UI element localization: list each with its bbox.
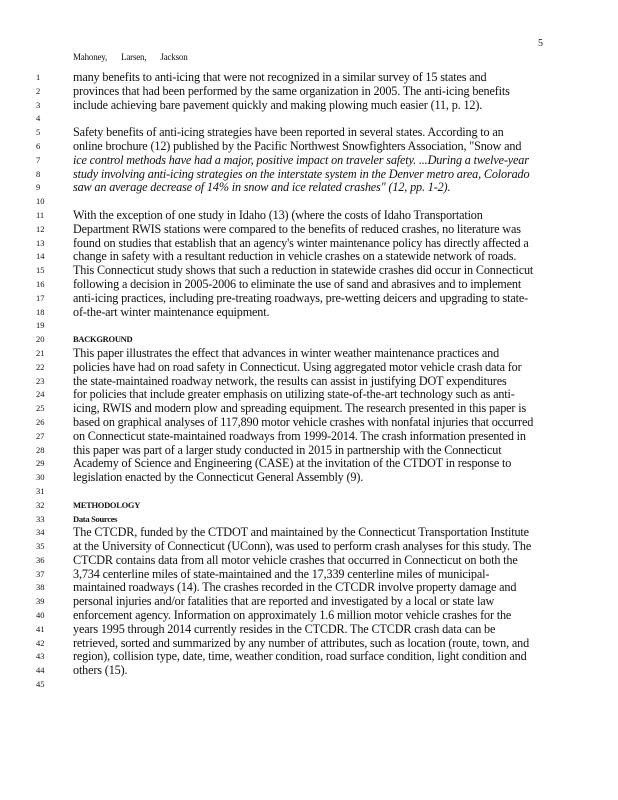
text-line — [0, 375, 618, 389]
text-line — [0, 402, 618, 416]
text-line — [0, 513, 618, 527]
line-number: 6 — [36, 140, 41, 151]
line-text: online brochure (12) published by the Pacific Northwest Snowfighters Association, "Snow and — [73, 138, 522, 153]
text-line — [0, 430, 618, 444]
line-text: maintained roadways (14). The crashes recorded in the CTCDR involve property damage and — [73, 580, 517, 595]
line-text: saw an average decrease of 14% in snow and ice related crashes" (12, pp. 1-2). — [73, 180, 451, 195]
line-text: others (15). — [73, 663, 128, 678]
text-line — [0, 264, 618, 278]
text-line — [0, 237, 618, 251]
line-number: 32 — [36, 499, 45, 510]
text-line — [0, 637, 618, 651]
line-text: change in safety with a resultant reduction in vehicle crashes on a statewide network of roads. — [73, 249, 517, 264]
line-text: enforcement agency. Information on approximately 1.6 million motor vehicle crashes for the — [73, 608, 512, 623]
line-number: 39 — [36, 596, 45, 607]
text-line — [0, 526, 618, 540]
line-text: legislation enacted by the Connecticut General Assembly (9). — [73, 470, 364, 485]
section-heading: BACKGROUND — [73, 334, 133, 345]
text-line — [0, 168, 618, 182]
line-number: 2 — [36, 85, 41, 96]
subsection-heading: Data Sources — [73, 513, 118, 524]
line-text: 3,734 centerline miles of state-maintained and the 17,339 centerline miles of municipal- — [73, 566, 490, 581]
text-line — [0, 154, 618, 168]
text-line — [0, 126, 618, 140]
line-number: 28 — [36, 444, 45, 455]
text-line — [0, 223, 618, 237]
numbered-text-lines — [0, 71, 618, 692]
text-line — [0, 209, 618, 223]
line-number: 16 — [36, 278, 45, 289]
line-text: the state-maintained roadway network, the results can assist in justifying DOT expenditures — [73, 373, 507, 388]
text-line — [0, 388, 618, 402]
line-number: 3 — [36, 99, 41, 110]
running-head-author-2: Larsen, — [121, 52, 147, 62]
line-number: 35 — [36, 541, 45, 552]
line-number: 20 — [36, 334, 45, 345]
line-number: 4 — [36, 113, 41, 124]
line-text: for policies that include greater emphasis on utilizing state-of-the-art technology such as anti- — [73, 387, 515, 402]
line-number: 29 — [36, 458, 45, 469]
text-line — [0, 292, 618, 306]
text-line — [0, 568, 618, 582]
line-number: 12 — [36, 223, 45, 234]
text-line — [0, 347, 618, 361]
running-head-author-3: Jackson — [160, 52, 188, 62]
text-line — [0, 112, 618, 126]
line-number: 22 — [36, 361, 45, 372]
line-text: anti-icing practices, including pre-treating roadways, pre-wetting deicers and upgrading to state- — [73, 290, 529, 305]
line-number: 17 — [36, 292, 45, 303]
line-number: 14 — [36, 251, 45, 262]
line-text: Safety benefits of anti-icing strategies have been reported in several states. According to an — [73, 125, 504, 140]
text-line — [0, 581, 618, 595]
line-number: 42 — [36, 637, 45, 648]
line-text: include achieving bare pavement quickly and making plowing much easier (11, p. 12). — [73, 97, 483, 112]
line-number: 37 — [36, 568, 45, 579]
running-head-author-1: Mahoney, — [73, 52, 108, 62]
line-number: 31 — [36, 485, 45, 496]
line-number: 10 — [36, 196, 45, 207]
text-line — [0, 278, 618, 292]
line-text: This Connecticut study shows that such a reduction in statewide crashes did occur in Connecticut — [73, 263, 534, 278]
line-number: 8 — [36, 168, 41, 179]
text-line — [0, 361, 618, 375]
line-number: 44 — [36, 665, 45, 676]
text-line — [0, 499, 618, 513]
line-number: 36 — [36, 554, 45, 565]
line-number: 7 — [36, 154, 41, 165]
line-number: 9 — [36, 182, 41, 193]
text-line — [0, 306, 618, 320]
line-text: based on graphical analyses of 117,890 motor vehicle crashes with nonfatal injuries that occurred — [73, 414, 534, 429]
line-text: This paper illustrates the effect that advances in winter weather maintenance practices and — [73, 345, 500, 360]
line-number: 43 — [36, 651, 45, 662]
text-line — [0, 540, 618, 554]
running-head — [73, 52, 202, 62]
text-line — [0, 554, 618, 568]
line-text: many benefits to anti-icing that were not recognized in a similar survey of 15 states and — [73, 70, 487, 84]
line-text: found on studies that establish that an agency's winter maintenance policy has directly affected a — [73, 235, 529, 250]
text-line — [0, 85, 618, 99]
line-text: ice control methods have had a major, positive impact on traveler safety. ...During a twelve-year — [73, 152, 529, 167]
line-number: 19 — [36, 320, 45, 331]
line-text: of-the-art winter maintenance equipment. — [73, 304, 270, 319]
line-text: this paper was part of a larger study conducted in 2015 in partnership with the Connecticut — [73, 442, 502, 457]
text-line — [0, 609, 618, 623]
line-number: 26 — [36, 416, 45, 427]
text-line — [0, 71, 618, 85]
line-text: CTCDR contains data from all motor vehicle crashes that occurred in Connecticut on both the — [73, 552, 518, 567]
text-line — [0, 623, 618, 637]
line-text: provinces that had been performed by the same organization in 2005. The anti-icing benefits — [73, 83, 510, 98]
line-number: 25 — [36, 403, 45, 414]
text-line — [0, 333, 618, 347]
text-line — [0, 595, 618, 609]
text-line — [0, 678, 618, 692]
line-text: years 1995 through 2014 currently resides in the CTCDR. The CTCDR crash data can be — [73, 621, 496, 636]
line-number: 33 — [36, 513, 45, 524]
line-text: Department RWIS stations were compared to the benefits of reduced crashes, no literature was — [73, 221, 521, 236]
line-number: 40 — [36, 610, 45, 621]
text-line — [0, 444, 618, 458]
line-text: With the exception of one study in Idaho (13) (where the costs of Idaho Transportation — [73, 207, 483, 222]
text-line — [0, 485, 618, 499]
text-line — [0, 319, 618, 333]
line-text: study involving anti-icing strategies on the interstate system in the Denver metro area, Colorado — [73, 166, 530, 181]
section-heading: METHODOLOGY — [73, 499, 141, 510]
line-text: region), collision type, date, time, weather condition, road surface condition, light condition and — [73, 649, 527, 664]
line-number: 41 — [36, 623, 45, 634]
line-number: 30 — [36, 472, 45, 483]
text-line — [0, 99, 618, 113]
text-line — [0, 471, 618, 485]
line-number: 1 — [36, 72, 41, 82]
text-line — [0, 140, 618, 154]
line-number: 27 — [36, 430, 45, 441]
line-number: 34 — [36, 527, 45, 538]
text-line — [0, 416, 618, 430]
text-line — [0, 457, 618, 471]
line-number: 15 — [36, 265, 45, 276]
line-number: 45 — [36, 679, 45, 690]
line-number: 38 — [36, 582, 45, 593]
text-line — [0, 195, 618, 209]
text-line — [0, 250, 618, 264]
line-text: at the University of Connecticut (UConn), was used to perform crash analyses for this study. The — [73, 539, 532, 554]
line-text: The CTCDR, funded by the CTDOT and maintained by the Connecticut Transportation Institute — [73, 525, 529, 540]
line-text: following a decision in 2005-2006 to eliminate the use of sand and abrasives and to implement — [73, 276, 522, 291]
line-number: 5 — [36, 127, 41, 138]
text-line — [0, 664, 618, 678]
line-text: personal injuries and/or fatalities that are reported and investigated by a local or state law — [73, 594, 495, 609]
line-number: 24 — [36, 389, 45, 400]
line-number: 11 — [36, 209, 45, 220]
page-number: 5 — [538, 38, 543, 49]
line-number: 13 — [36, 237, 45, 248]
line-text: Academy of Science and Engineering (CASE) at the invitation of the CTDOT in response to — [73, 456, 512, 471]
line-text: on Connecticut state-maintained roadways from 1999-2014. The crash information presented in — [73, 428, 526, 443]
line-text: retrieved, sorted and summarized by any number of attributes, such as location (route, town, and — [73, 635, 530, 650]
line-number: 21 — [36, 347, 45, 358]
line-text: icing, RWIS and modern plow and spreading equipment. The research presented in this paper is — [73, 401, 527, 416]
text-line — [0, 650, 618, 664]
line-number: 18 — [36, 306, 45, 317]
text-line — [0, 181, 618, 195]
line-text: policies have had on road safety in Connecticut. Using aggregated motor vehicle crash data for — [73, 359, 522, 374]
line-number: 23 — [36, 375, 45, 386]
